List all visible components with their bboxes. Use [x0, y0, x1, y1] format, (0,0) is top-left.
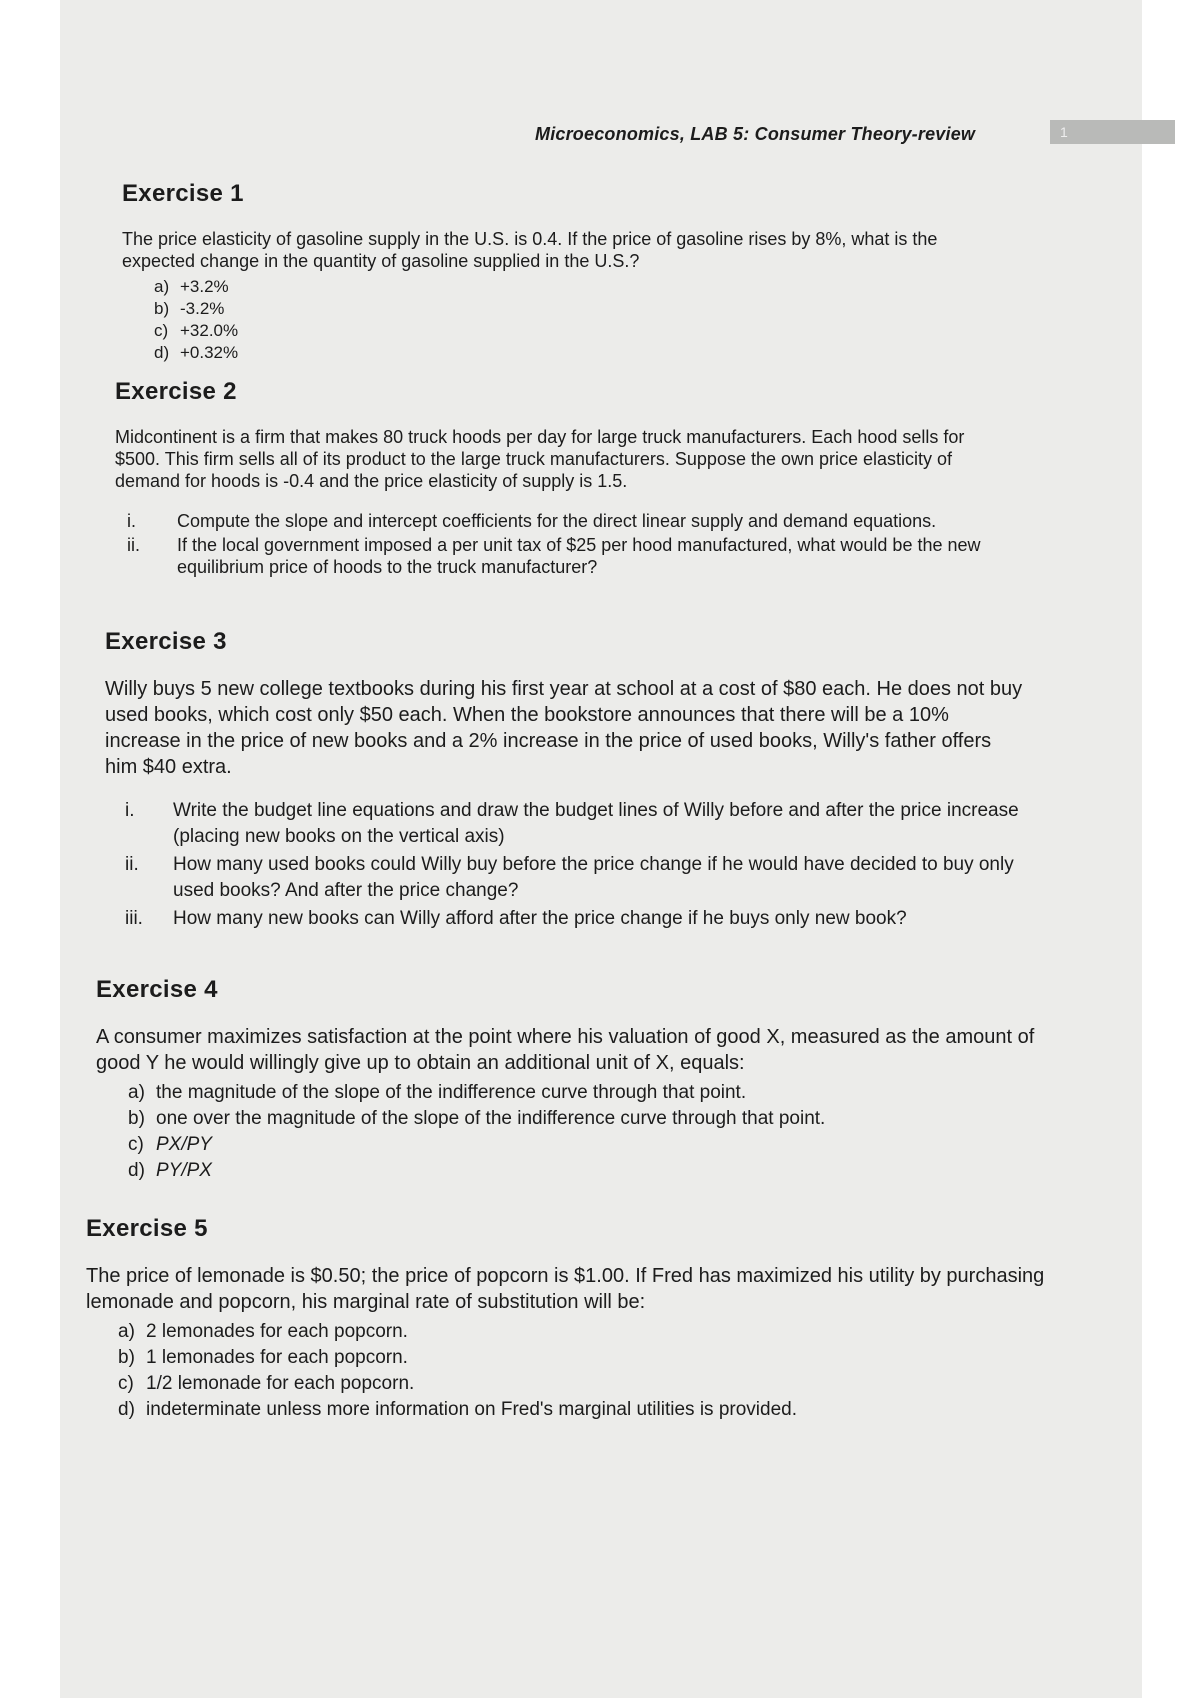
exercise-4: [96, 976, 1036, 1184]
answer-options: [128, 1080, 1036, 1184]
sub-question: ii. How many used books could Willy buy before the price change if he would have decided to buy only used books? And after the price change?: [125, 854, 1014, 901]
answer-option: b) -3.2%: [154, 299, 225, 318]
answer-option: b) 1 lemonades for each popcorn.: [118, 1347, 408, 1368]
page-header: [535, 120, 1175, 150]
exercise-title: Exercise 1: [122, 180, 244, 207]
exercise-question: A consumer maximizes satisfaction at the point where his valuation of good X, measured as the amount of good Y he would willingly give up to obtain an additional unit of X, equals:: [96, 1026, 1035, 1074]
sub-question: i. Write the budget line equations and draw the budget lines of Willy before and after the price increase (placing new books on the vertical axis): [125, 800, 1019, 847]
exercise-1: [122, 180, 1002, 364]
sub-question: i. Compute the slope and intercept coefficients for the direct linear supply and demand equations.: [127, 511, 937, 531]
exercise-3: [105, 628, 1025, 934]
header-title: Microeconomics, LAB 5: Consumer Theory-review: [535, 124, 976, 144]
exercise-question: The price elasticity of gasoline supply in the U.S. is 0.4. If the price of gasoline rises by 8%, what is the expected change in the quantity of gasoline supplied in the U.S.?: [122, 229, 938, 271]
exercise-title: Exercise 5: [86, 1215, 208, 1242]
exercise-5: [86, 1215, 1056, 1423]
answer-option: a) +3.2%: [154, 277, 229, 296]
answer-option: c) PX/PY: [128, 1134, 212, 1155]
sub-question: iii. How many new books can Willy afford after the price change if he buys only new book?: [125, 908, 907, 929]
exercise-title: Exercise 4: [96, 976, 218, 1003]
answer-options: [118, 1319, 1056, 1423]
answer-option: d) +0.32%: [154, 343, 239, 362]
answer-option: d) indeterminate unless more information on Fred's marginal utilities is provided.: [118, 1399, 797, 1420]
answer-option: b) one over the magnitude of the slope of the indifference curve through that point.: [128, 1108, 826, 1129]
page-number-badge: 1: [1050, 120, 1175, 144]
answer-option: c) 1/2 lemonade for each popcorn.: [118, 1373, 415, 1394]
answer-option: a) the magnitude of the slope of the indifference curve through that point.: [128, 1082, 747, 1103]
document-page: [60, 0, 1142, 1698]
exercise-title: Exercise 2: [115, 378, 237, 405]
exercise-title: Exercise 3: [105, 628, 227, 655]
answer-option: a) 2 lemonades for each popcorn.: [118, 1321, 408, 1342]
sub-questions: [105, 798, 1025, 932]
answer-option: c) +32.0%: [154, 321, 239, 340]
sub-question: ii. If the local government imposed a per unit tax of $25 per hood manufactured, what would be the new equilibrium price of hoods to the truck manufacturer?: [127, 535, 981, 577]
exercise-question: The price of lemonade is $0.50; the price of popcorn is $1.00. If Fred has maximized his utility by purchasing lemonade and popcorn, his marginal rate of substitution will be:: [86, 1265, 1045, 1313]
exercise-question: Willy buys 5 new college textbooks during his first year at school at a cost of $80 each. He does not buy used books, which cost only $50 each. When the bookstore announces that there will be a 10% increase in the price of new books and a 2% increase in the price of used books, Willy's father offers him $40 extra.: [105, 678, 1023, 778]
answer-options: [154, 276, 1002, 364]
answer-option: d) PY/PX: [128, 1160, 212, 1181]
exercise-2: [115, 378, 995, 580]
sub-questions: [115, 510, 995, 578]
exercise-question: Midcontinent is a firm that makes 80 truck hoods per day for large truck manufacturers. Each hood sells for $500. This firm sells all of its product to the large truck manufacturers. Suppose the own price elasticity of demand for hoods is -0.4 and the price elasticity of supply is 1.5.: [115, 427, 965, 491]
